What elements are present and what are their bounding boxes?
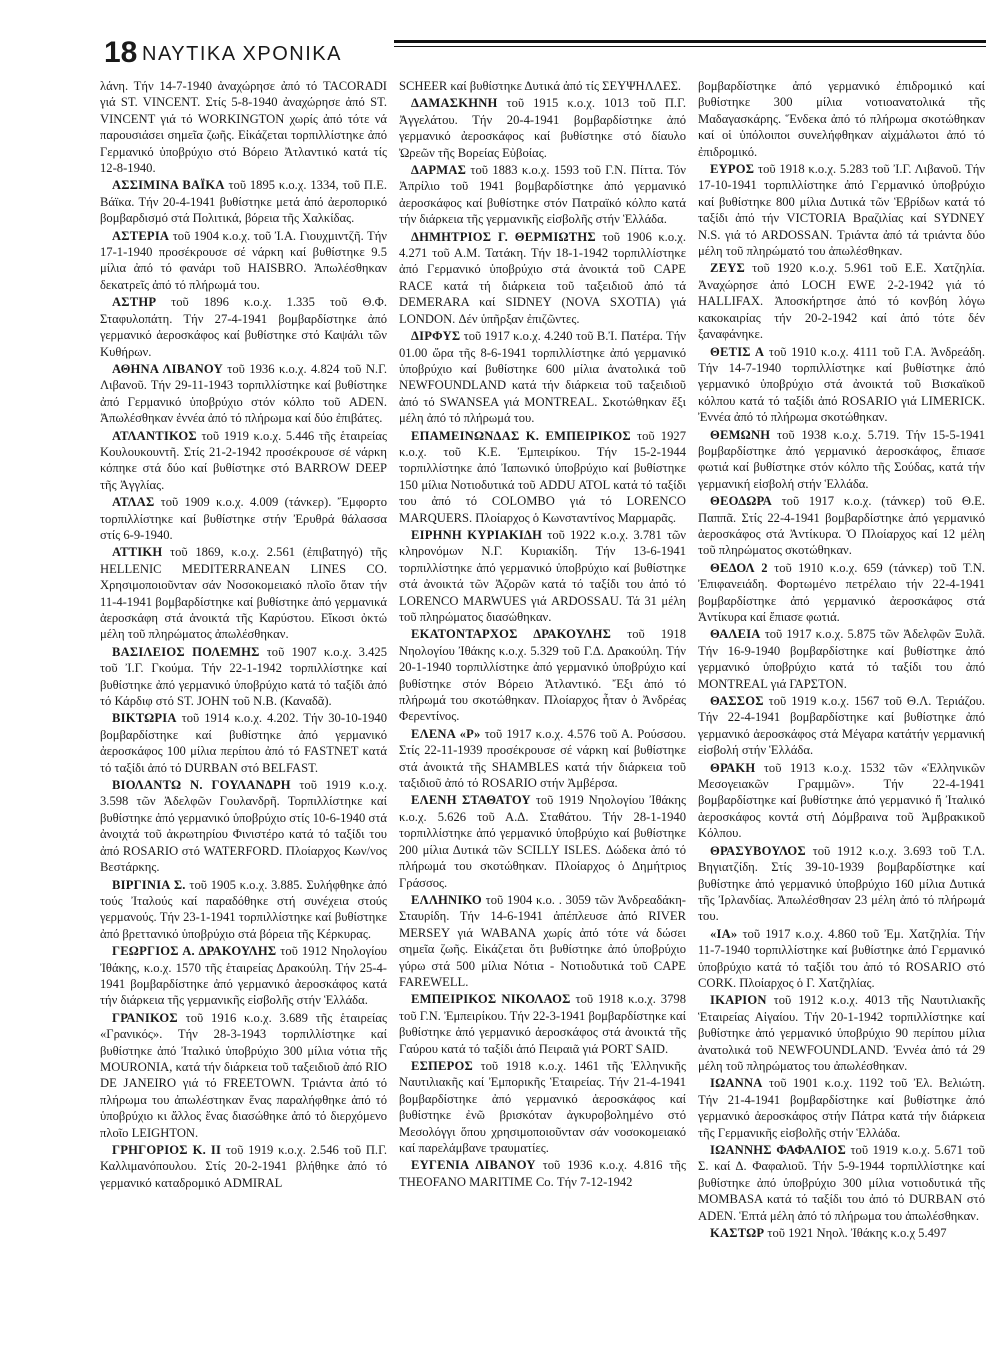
ship-entry <box>698 1225 985 1241</box>
ship-description: τοῦ 1909 κ.ο.χ. 4.009 (τάνκερ). Ἔμφορτο τορπιλλίστηκε καί βυθίστηκε στήν Ἐρυθρά θάλασσα στίς 6-9-1940. <box>100 495 387 542</box>
ship-entry <box>100 78 387 176</box>
ship-description: τοῦ 1912 Νηολογίου Ἰθάκης, κ.ο.χ. 1570 τῆς ἑταιρείας Δρακούλη. Τήν 25-4-1941 βομβαρδίστηκε ἀπό γερμανικό ἀεροσκάφος κατά τήν διάρκεια τῆς γερμανικῆς εἰσβολῆς στήν Ἑλλάδα. <box>100 944 387 1008</box>
ship-name: ΓΡΗΓΟΡΙΟΣ Κ. ΙΙ <box>112 1143 222 1157</box>
ship-description: τοῦ 1905 κ.ο.χ. 3.885. Συλήφθηκε ἀπό τούς Ἰταλούς καί παραδόθηκε στή συνέχεια στούς γερμανούς. Τήν 23-1-1941 τορπιλλίστηκε καί βυθίστηκε ἀπό βρεττανικό ὑποβρύχιο στά βόρεια τῆς Κέρκυρας. <box>100 877 387 941</box>
ship-name: ΘΕΜΩΝΗ <box>710 427 771 442</box>
ship-description: τοῦ 1907 κ.ο.χ. 3.425 τοῦ Ἰ.Γ. Γκούμα. Τήν 22-1-1942 τορπιλλίστηκε καί βυθίστηκε ἀπό γερμανικό ὑποβρύχιο κατά τό ταξίδι ἀπό τό Κάρδιφ στό ST. JOHN τοῦ Ν.Β. (Καναδᾶ). <box>100 644 387 709</box>
page-header <box>94 34 986 74</box>
column-3 <box>698 78 985 1328</box>
ship-description: τοῦ 1922 κ.ο.χ. 3.781 τῶν κληρονόμων Ν.Γ. Κυριακίδη. Τήν 13-6-1941 τορπιλλίστηκε ἀπό γερμανικό ὑποβρύχιο καί βυθίστηκε στά ἀνοικτά τῶν Ἀζορῶν κατά τό ταξίδι του ἀπό τό LORENCO MARWUES γιά ARDOSSAU. Τά 31 μέλη τοῦ πληρώματος διασώθηκαν. <box>399 527 686 624</box>
ship-description: τοῦ 1915 κ.ο.χ. 1013 τοῦ Π.Γ. Ἀγγελάτου. Τήν 20-4-1941 βομβαρδίστηκε ἀπό γερμανικό ἀεροσκάφος καί βυθίστηκε στό δίαυλο Ὠρεῶν τῆς Βορείας Εὐβοίας. <box>399 96 686 160</box>
ship-name: ΑΤΛΑΣ <box>112 495 155 510</box>
column-2 <box>399 78 686 1328</box>
ship-description: τοῦ 1910 κ.ο.χ. 659 (τάνκερ) τοῦ Τ.Ν. Ἐπιφανειάδη. Φορτωμένο πετρέλαιο τήν 22-4-1941 βομβαρδίστηκε ἀπό γερμανικό ἀεροσκάφος στά Ἀντίκυρα καί ἔπιασε φωτιά. <box>698 560 985 624</box>
ship-description: τοῦ 1919 κ.ο.χ. 1567 τοῦ Θ.Λ. Τεριάζου. Τήν 22-4-1941 βομβαρδίστηκε καί βυθίστηκε ἀπό γερμανικό ἀεροσκάφος στά Μέγαρα κατάτήν γερμανική εἰσβολή στήν Ἑλλάδα. <box>698 694 985 758</box>
ship-entry <box>399 792 686 890</box>
ship-name: ΘΡΑΣΥΒΟΥΛΟΣ <box>710 843 806 858</box>
ship-description: τοῦ 1912 κ.ο.χ. 3.693 τοῦ Τ.Λ. Βηγιατζίδη. Στίς 39-10-1939 βομβαρδίστηκε καί βυθίστηκε ἀπό γερμανικό ὑποβρύχιο 160 μίλια Δυτικά τῆς Ἰρλανδίας. Ἀπωλέσθησαν 23 μέλη ἀπό τό πλήρωμά του. <box>698 843 985 924</box>
ship-name: ΒΙΡΓΙΝΙΑ Σ. <box>112 877 186 892</box>
ship-description: βομβαρδίστηκε ἀπό γερμανικό ἐπιδρομικό καί βυθίστηκε 300 μίλια νοτιοανατολικά τῆς Μαδαγασκάρης. Ἕνδεκα ἀπό τό πλήρωμα σκοτώθηκαν καί οἱ ὑπόλοιποι συνελήφθηκαν αἰχμάλωτοι ἀπό τό ἐπιδρομικό. <box>698 79 985 159</box>
ship-description: τοῦ 1917 κ.ο.χ. 4.860 τοῦ Ἐμ. Χατζηλία. Τήν 11-7-1940 τορπιλλίστηκε καί βυθίστηκε ἀπό Γερμανικό ὑποβρύχιο κατά τό ταξίδι του ἀπό τό ROSARIO στό CORK. Πλοίαρχος ὁ Γ. Χατζηλίας. <box>698 926 985 990</box>
ship-name: ΘΕΟΔΩΡΑ <box>710 494 772 509</box>
ship-description: τοῦ 1910 κ.ο.χ. 4111 τοῦ Γ.Α. Ἀνδρεάδη. Τήν 14-7-1940 τορπιλλίστηκε καί βυθίστηκε ἀπό γερμανικό ὑποβρύχιο στά ἀνοικτά τοῦ Βισκαϊκοῦ κόλπου κατά τό ταξίδι ἀπό ROSARIO γιά LIMERICK. Ἐννέα ἀπό τό πλήρωμα σκοτώθηκαν. <box>698 344 985 425</box>
ship-description: λάνη. Τήν 14-7-1940 ἀναχώρησε ἀπό τό TACORADI γιά ST. VINCENT. Στίς 5-8-1940 ἀναχώρησε ἀπό ST. VINCENT γιά τό WORKINGTON χωρίς ἀπό τότε νά παρουσιάσει σημεῖα ζωῆς. Εἰκάζεται τορπιλλίστηκε ἀπό Γερμανικό ὑποβρύχιο στό Βόρειο Ἀτλαντικό κατά τίς 12-8-1940. <box>100 79 387 176</box>
ship-name: ΔΙΡΦΥΣ <box>411 329 461 344</box>
ship-entry <box>698 493 985 559</box>
ship-name: ΒΙΟΛΑΝΤΩ Ν. ΓΟΥΛΑΝΔΡΗ <box>112 778 291 793</box>
ship-description: τοῦ 1918 κ.ο.χ. 3798 τοῦ Γ.Ν. Ἐμπειρίκου. Τήν 22-3-1941 βομβαρδίστηκε καί βυθίστηκε ἀπό γερμανικό ἀεροσκάφος στά ἀνοικτά τῆς Γαύρου κατά τό ταξίδι ἀπό Πειραιᾶ γιά PORT SAID. <box>399 992 686 1056</box>
ship-description: τοῦ 1920 κ.ο.χ. 5.961 τοῦ Ε.Ε. Χατζηλία. Ἀναχώρησε ἀπό LOCH EWE 2-2-1942 γιά τό HALLIFAX. Ἀποσκήρτησε ἀπό τό κονβόη λόγω κακοκαιρίας τήν 20-2-1942 καί ἀπό τότε δέν ξαναφάνηκε. <box>698 261 985 342</box>
ship-entry <box>100 1010 387 1141</box>
ship-name: ΘΑΛΕΙΑ <box>710 627 761 642</box>
ship-entry <box>698 1142 985 1224</box>
ship-entry <box>698 843 985 925</box>
ship-name: ΕΙΡΗΝΗ ΚΥΡΙΑΚΙΔΗ <box>411 527 543 542</box>
ship-name: ΕΜΠΕΙΡΙΚΟΣ ΝΙΚΟΛΑΟΣ <box>411 992 571 1007</box>
ship-name: ΕΥΡΟΣ <box>710 162 755 177</box>
ship-description: τοῦ 1901 κ.ο.χ. 1192 τοῦ Ἐλ. Βελιώτη. Τήν 21-4-1941 βομβαρδίστηκε καί βυθίστηκε ἀπό γερμανικό ἀεροσκάφος στήν Πάτρα κατά τήν διάρκεια τῆς Γερμανικῆς εἰσβολῆς στήν Ἑλλάδα. <box>698 1076 985 1140</box>
ship-entry <box>399 95 686 161</box>
ship-entry <box>698 161 985 259</box>
ship-description: τοῦ 1919 κ.ο.χ. 5.671 τοῦ Σ. καί Δ. Φαφαλιοῦ. Τήν 5-9-1944 τορπιλλίστηκε καί βυθίστηκε ἀπό ὑποβρύχιο 300 μίλια νοτιοδυτικά τῆς MOMBASA κατά τό ταξίδι του ἀπό τό DURBAN στό ADEN. Ἑπτά μέλη ἀπό τό πλήρωμα του ἀπωλέσθηκαν. <box>698 1143 985 1223</box>
ship-description: τοῦ 1906 κ.ο.χ. 4.271 τοῦ Α.Μ. Τατάκη. Τήν 18-1-1942 τορπιλλίστηκε ἀπό Γερμανικό ὑποβρύχιο στά ἀνοικτά τοῦ CAPE RACE κατά τή διάρκεια τοῦ ταξειδιοῦ ἀπό τά DEMERARA καί SIDNEY (NOVA SXOTIA) γιά LONDON. Δέν ὑπῆρξαν ἐπιζῶντες. <box>399 229 686 326</box>
ship-name: ΑΤΤΙΚΗ <box>112 545 163 560</box>
ship-entry <box>100 544 387 642</box>
ship-name: ΕΥΓΕΝΙΑ ΛΙΒΑΝΟΥ <box>411 1158 536 1173</box>
ship-description: τοῦ 1936 κ.ο.χ. 4.824 τοῦ Ν.Γ. Λιβανοῦ. Τήν 29-11-1943 τορπιλλίστηκε καί βυθίστηκε ἀπό Γερμανικό ὑποβρύχιο στόν κόλπο τοῦ ADEN. Ἀπωλέσθηκαν ἐννέα ἀπό τό πλήρωμα καί δύο ἐπιβάτες. <box>100 361 387 426</box>
ship-entry <box>100 494 387 543</box>
ship-entry <box>698 760 985 842</box>
ship-description: τοῦ 1914 κ.ο.χ. 4.202. Τήν 30-10-1940 βομβαρδίστηκε καί βυθίστηκε ἀπό γερμανικό ἀεροσκάφος 100 μίλια περίπου ἀπό τό FASTNET κατά τό ταξίδι ἀπό τό DURBAN στό BELFAST. <box>100 711 387 775</box>
ship-description: τοῦ 1919 κ.ο.χ. 2.546 τοῦ Π.Γ. Καλλιμανόπουλου. Στίς 20-2-1941 βλήθηκε ἀπό τό γερμανικό καταδρομικό ADMIRAL <box>100 1143 387 1190</box>
ship-name: ΑΤΛΑΝΤΙΚΟΣ <box>112 428 197 443</box>
ship-description: τοῦ 1895 κ.ο.χ. 1334, τοῦ Π.Ε. Βάϊκα. Τήν 20-4-1941 βυθίστηκε μετά ἀπό ἀεροπορικό βομβαρδισμό στά Πολιτικά, βόρεια τῆς Χαλκίδας. <box>100 178 387 226</box>
ship-entry <box>698 693 985 759</box>
ship-description: τοῦ 1917 κ.ο.χ. (τάνκερ) τοῦ Θ.Ε. Παππᾶ. Στίς 22-4-1941 βομβαρδίστηκε ἀπό γερμανικό ἀεροσκάφος στά Ἀντίκυρα. Ὁ Πλοίαρχος καί 12 μέλη τοῦ πληρώματος σκοτώθηκαν. <box>698 494 985 558</box>
ship-description: τοῦ 1917 κ.ο.χ. 4.576 τοῦ Α. Ρούσσου. Στίς 22-11-1939 προσέκρουσε σέ νάρκη καί βυθίστηκε στά ἀνοικτά τῆς SHAMBLES κατά τήν διάρκεια τοῦ ταξιδιοῦ ἀπό τό ROSARIO στήν Ἀμβέρσα. <box>399 726 686 791</box>
ship-entry <box>399 78 686 94</box>
ship-name: ΕΠΑΜΕΙΝΩΝΔΑΣ Κ. ΕΜΠΕΙΡΙΚΟΣ <box>411 428 631 443</box>
ship-name: ΒΙΚΤΩΡΙΑ <box>112 711 177 726</box>
ship-entry <box>698 626 985 692</box>
ship-description: τοῦ 1918 κ.ο.χ. 5.283 τοῦ Ἰ.Γ. Λιβανοῦ. Τήν 17-10-1941 τορπιλλίστηκε ἀπό Γερμανικό ὑποβρύχιο καί βυθίστηκε 800 μίλια Δυτικά τῶν Ἑβρίδων κατά τό ταξίδι ἀπό τήν VICTORIA Βραζιλίας καί SYDNEY N.S. γιά τό ARDOSSAN. Τριάντα ἀπό τά τριάντα δύο μέλη τοῦ πληρώματό του ἀπωλέσθηκαν. <box>698 162 985 259</box>
ship-entry <box>698 260 985 342</box>
ship-description: SCHEER καί βυθίστηκε Δυτικά ἀπό τίς ΣΕΥΨΗΛΛΕΣ. <box>399 79 682 93</box>
ship-description: τοῦ 1917 κ.ο.χ. 4.240 τοῦ Β.Ἰ. Πατέρα. Τήν 01.00 ὥρα τῆς 8-6-1941 τορπιλλίστηκε ἀπό γερμανικό ὑποβρύχιο καί βυθίστηκε 600 μίλια ἀνατολικά τοῦ NEWFOUNDLAND κατά τήν διάρκεια τοῦ ταξειδιοῦ ἀπό τό SWANSEA γιά MONTREAL. Σκοτώθηκαν ἔξι μέλη ἀπό τό πλήρωμά του. <box>399 329 686 426</box>
ship-entry <box>698 926 985 992</box>
ship-name: ΖΕΥΣ <box>710 261 745 276</box>
ship-description: τοῦ 1936 κ.ο.χ. 4.816 τῆς THEOFANO MARITIME Co. Τήν 7-12-1942 <box>399 1158 686 1189</box>
ship-entry <box>399 726 686 792</box>
ship-name: ΕΛΕΝΗ ΣΤΑΘΑΤΟΥ <box>411 793 531 808</box>
ship-entry <box>100 644 387 710</box>
ship-entry <box>399 162 686 228</box>
ship-name: ΙΩΑΝΝΑ <box>710 1076 763 1091</box>
ship-description: τοῦ 1913 κ.ο.χ. 1532 τῶν «Ἑλληνικῶν Μεσογειακῶν Γραμμῶν». Τήν 22-4-1941 βομβαρδίστηκε καί βυθίστηκε ἀπό γερμανικό ἤ Ἰταλικό ἀεροσκάφος κοντά στή Δόμβραινα τοῦ Ἀμβρακικοῦ Κόλπου. <box>698 760 985 841</box>
ship-name: ΑΣΤΗΡ <box>112 295 157 310</box>
ship-name: ΙΚΑΡΙΟΝ <box>710 993 767 1008</box>
ship-entry <box>100 428 387 494</box>
ship-entry <box>399 1058 686 1156</box>
ship-name: ΔΑΡΜΑΣ <box>411 163 467 178</box>
ship-name: ΘΑΣΣΟΣ <box>710 694 764 709</box>
ship-entry <box>399 1157 686 1190</box>
ship-entry <box>399 229 686 327</box>
ship-description: τοῦ 1883 κ.ο.χ. 1593 τοῦ Γ.Ν. Πίττα. Τόν Ἀπρίλιο τοῦ 1941 βομβαρδίστηκε ἀπό γερμανικό ἀεροσκάφος καί βυθίστηκε στόν Πατραϊκό κόλπο κατά τήν διάρκεια τῆς γερμανικῆς εἰσβολῆς στήν Ἑλλάδα. <box>399 163 686 227</box>
ship-entry <box>399 892 686 990</box>
ship-description: τοῦ 1917 κ.ο.χ. 5.875 τῶν Ἀδελφῶν Ξυλᾶ. Τήν 16-9-1940 βομβαρδίστηκε καί βυθίστηκε ἀπό γερμανικό ὑποβρύχιο κατά τό ταξίδι του ἀπό MONTREAL γιά ΓΑΡΣΤΟΝ. <box>698 627 985 691</box>
ship-name: ΚΑΣΤΩΡ <box>710 1226 765 1241</box>
ship-name: ΒΑΣΙΛΕΙΟΣ ΠΟΛΕΜΗΣ <box>112 644 260 659</box>
ship-name: «ΙΑ» <box>710 926 738 941</box>
ship-name: ΕΛΕΝΑ «Ρ» <box>411 726 481 741</box>
ship-entry <box>698 1075 985 1141</box>
page-number: 18 <box>104 36 138 69</box>
ship-description: τοῦ 1927 κ.ο.χ. τοῦ Κ.Ε. Ἐμπειρίκου. Τήν 15-2-1944 τορπιλλίστηκε ἀπό Ἰαπωνικό ὑποβρύχιο καί βυθίστηκε 150 μίλια Νοτιοδυτικά τοῦ ADDU ATOL κατά τό ταξίδι του ἀπό τό COLOMBO γιά τό LORENCO MARQUERS. Πλοίαρχος ὁ Κωνσταντίνος Μαρμαρᾶς. <box>399 428 686 525</box>
ship-entry <box>100 777 387 875</box>
ship-description: τοῦ 1918 κ.ο.χ. 1461 τῆς Ἑλληνικῆς Ναυτιλιακῆς καί Ἐμπορικῆς Ἑταιρείας. Τήν 21-4-1941 βομβαρδίστηκε ἀπό γερμανικό ἀεροσκάφος καί βυθίστηκε ἐνῶ βρισκόταν ἀγκυροβολημένο στό Μεσολόγγι ὅπου χρησιμοποιοῦνταν σάν νοσοκομειακό καί παρελάμβανε τραυματίες. <box>399 1058 686 1155</box>
ship-entry <box>100 294 387 360</box>
ship-name: ΘΡΑΚΗ <box>710 760 756 775</box>
ship-entry <box>100 943 387 1009</box>
ship-entry <box>100 228 387 294</box>
ship-description: τοῦ 1916 κ.ο.χ. 3.689 τῆς ἑταιρείας «Γρανικός». Τήν 28-3-1943 τορπιλλίστηκε καί βυθίστηκε ἀπό Ἰταλικό ὑποβρύχιο 300 μίλια νότια τῆς MOURONIA, κατά τήν διάρκεια τοῦ ταξειδιοῦ ἀπό RIO DE JANEIRO γιά τό FREETOWN. Τριάντα ἀπό τό πλήρωμα του ἀπωλέστηκαν ἕνας παραλήφθηκε ἀπό τό ὑποβρύχιο κι ἄλλος ἕνας διασώθηκε ἀπό τό διερχόμενο πλοῖο LEIGHTON. <box>100 1010 387 1140</box>
ship-entry <box>698 427 985 493</box>
ship-name: ΙΩΑΝΝΗΣ ΦΑΦΑΛΙΟΣ <box>710 1143 846 1157</box>
ship-entry <box>399 626 686 724</box>
ship-entry <box>100 710 387 776</box>
ship-entry <box>100 1142 387 1191</box>
ship-name: ΘΕΤΙΣ Α <box>710 344 765 359</box>
ship-name: ΑΘΗΝΑ ΛΙΒΑΝΟΥ <box>112 361 223 376</box>
ship-entry <box>698 560 985 626</box>
ship-name: ΘΕΔΟΛ 2 <box>710 560 768 575</box>
ship-description: τοῦ 1921 Νηολ. Ἰθάκης κ.ο.χ 5.497 <box>764 1226 947 1241</box>
ship-name: ΑΣΤΕΡΙΑ <box>112 228 170 243</box>
ship-entry <box>399 328 686 426</box>
ship-entry <box>100 877 387 943</box>
ship-name: ΓΕΩΡΓΙΟΣ Α. ΔΡΑΚΟΥΛΗΣ <box>112 944 277 959</box>
ship-description: τοῦ 1918 Νηολογίου Ἰθάκης κ.ο.χ. 5.329 τοῦ Γ.Δ. Δρακούλη. Τήν 20-1-1940 τορπιλλίστηκε ἀπό γερμανικό ὑποβρύχιο καί βυθίστηκε στόν Βόρειο Ἀτλαντικό. Ἔξι ἀπό τό πλήρωμά του σκοτώθηκαν. Πλοίαρχος ἦταν ὁ Ἀνδρέας Φερεντίνος. <box>399 627 686 724</box>
publication-title: ΝΑΥΤΙΚΑ ΧΡΟΝΙΚΑ <box>142 43 342 65</box>
ship-description: τοῦ 1904 κ.ο. . 3059 τῶν Ἀνδρεαδάκη-Σταυρίδη. Τήν 14-6-1941 ἀπέπλευσε ἀπό RIVER MERSEY γιά WABANA χωρίς ἀπό τότε νά δώσει σημεῖα ζωῆς. Εἰκάζεται ὅτι βυθίστηκε ἀπό ὑποβρύχιο γύρω στά 500 μίλια Νότια - Νοτιοδυτικά τοῦ CAPE FAREWELL. <box>399 892 686 989</box>
ship-description: τοῦ 1904 κ.ο.χ. τοῦ Ἰ.Α. Γιουχμιντζῆ. Τήν 17-1-1940 προσέκρουσε σέ νάρκη καί βυθίστηκε 9.5 μίλια ἀπό τό φανάρι τοῦ HAISBRO. Ἀπωλέσθηκαν δεκατρεῖς ἀπό τό πλήρωμά του. <box>100 228 387 292</box>
ship-entry <box>698 78 985 160</box>
ship-name: ΓΡΑΝΙΚΟΣ <box>112 1010 178 1025</box>
ship-description: τοῦ 1919 κ.ο.χ. 3.598 τῶν Ἀδελφῶν Γουλανδρῆ. Τορπιλλίστηκε καί βυθίστηκε ἀπό γερμανικό ὑποβρύχιο στίς 10-6-1940 στά ἀνοιχτά τοῦ ἀκρωτηρίου Φινιστέρο κατά τό ταξίδι του ἀπό ROSARIO στό WATERFORD. Πλοίαρχος Κων/νος Βεστάρκης. <box>100 778 387 875</box>
ship-description: τοῦ 1919 κ.ο.χ. 5.446 τῆς ἑταιρείας Κουλουκουντῆ. Στίς 21-2-1942 προσέκρουσε σέ νάρκη κόπηκε στά δύο καί βυθίστηκε στό BARROW DEEP τῆς Ἀγγλίας. <box>100 428 387 492</box>
ship-entry <box>399 527 686 625</box>
ship-description: τοῦ 1896 κ.ο.χ. 1.335 τοῦ Θ.Φ. Σταφυλοπάτη. Τήν 27-4-1941 βομβαρδίστηκε ἀπό γερμανικό ἀεροσκάφος καί βυθίστηκε στό Καψάλι τῶν Κυθήρων. <box>100 295 387 359</box>
ship-name: ΔΑΜΑΣΚΗΝΗ <box>411 96 498 111</box>
ship-entry <box>100 361 387 427</box>
ship-entry <box>399 428 686 526</box>
ship-entry <box>698 992 985 1074</box>
article-columns <box>100 78 986 1328</box>
ship-entry <box>399 991 686 1057</box>
column-1 <box>100 78 387 1328</box>
ship-name: ΑΣΣΙΜΙΝΑ ΒΑΪΚΑ <box>112 178 225 193</box>
ship-description: τοῦ 1869, κ.ο.χ. 2.561 (ἐπιβατηγό) τῆς HELLENIC MEDITERRANEAN LINES CO. Χρησιμοποιοῦνταν σάν Νοσοκομειακό πλοῖο ὅταν τήν 11-4-1941 βομβαρδίστηκε καί βυθίστηκε ἀπό γερμανικά ἀεροσκάφη στά ἀνοικτά τῆς Καρύστου. Εἴκοσι ὀκτώ μέλη τοῦ πληρώματος ἀπωλέσθηκαν. <box>100 545 387 642</box>
ship-entry <box>100 177 387 226</box>
ship-description: τοῦ 1919 Νηολογίου Ἰθάκης κ.ο.χ. 5.626 τοῦ Α.Δ. Σταθάτου. Τήν 28-1-1940 τορπιλλίστηκε ἀπό γερμανικό ὑποβρύχιο καί βυθίστηκε 200 μίλια Δυτικά τῶν SCILLY ISLES. Δώδεκα ἀπό τό πλήρωμά του σκοτώθηκαν. Πλοίαρχος ὁ Δημήτριος Γράσσος. <box>399 793 686 890</box>
ship-name: ΕΚΑΤΟΝΤΑΡΧΟΣ ΔΡΑΚΟΥΛΗΣ <box>411 627 612 642</box>
ship-description: τοῦ 1912 κ.ο.χ. 4013 τῆς Ναυτιλιακῆς Ἑταιρείας Αἰγαίου. Τήν 20-1-1942 τορπιλλίστηκε καί βυθίστηκε ἀπό γερμανικό ὑποβρύχιο 90 περίπου μίλια ἀνατολικά τοῦ NEWFOUNDLAND. Ἐννέα ἀπό τά 29 μέλη τοῦ πληρώματος του ἀπωλέσθηκαν. <box>698 993 985 1073</box>
ship-name: ΔΗΜΗΤΡΙΟΣ Γ. ΘΕΡΜΙΩΤΗΣ <box>411 229 596 244</box>
ship-name: ΕΛΛΗΝΙΚΟ <box>411 892 482 907</box>
ship-name: ΕΣΠΕΡΟΣ <box>411 1058 473 1073</box>
ship-description: τοῦ 1938 κ.ο.χ. 5.719. Τήν 15-5-1941 βομβαρδίστηκε ἀπό γερμανικό ἀεροσκάφος, ἔπιασε φωτιά καί βυθίστηκε στόν κόλπο τῆς Σούδας, κατά τήν γερμανική εἰσβολή στήν Ἑλλάδα. <box>698 427 985 491</box>
ship-entry <box>698 344 985 426</box>
